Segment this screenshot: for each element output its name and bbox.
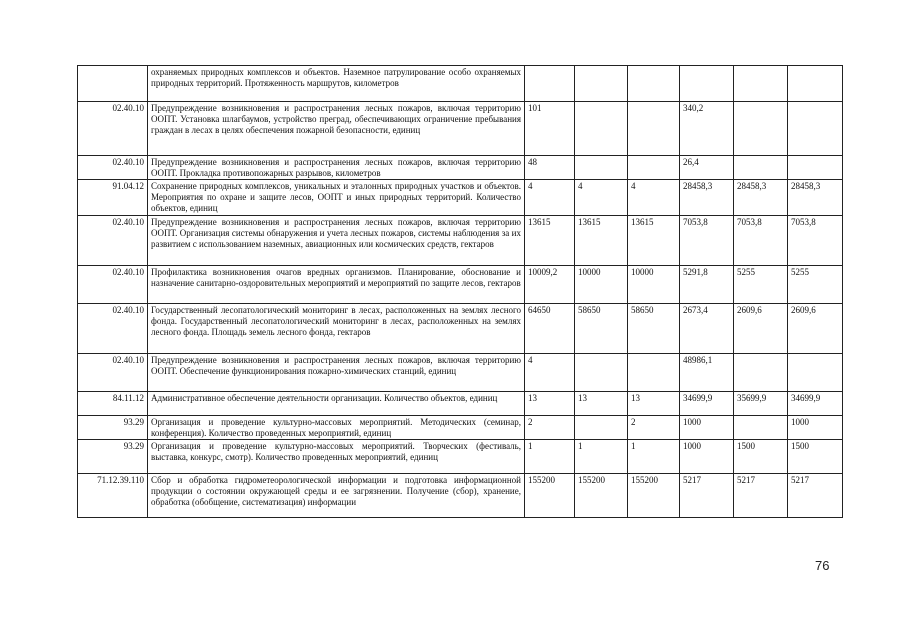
value-col-5 xyxy=(734,102,788,156)
activity-code: 93.29 xyxy=(78,440,148,474)
value-col-2 xyxy=(575,416,628,440)
value-col-1: 10009,2 xyxy=(525,266,575,304)
table-body xyxy=(78,66,843,518)
value-col-1 xyxy=(525,66,575,102)
value-col-6: 2609,6 xyxy=(788,304,843,354)
value-col-3: 1 xyxy=(628,440,680,474)
table-row xyxy=(78,392,843,416)
activity-description: Предупреждение возникновения и распространения лесных пожаров, включая территорию ООПТ. Прокладка противопожарных разрывов, километров xyxy=(148,156,525,180)
activity-code: 84.11.12 xyxy=(78,392,148,416)
value-col-2 xyxy=(575,354,628,392)
value-col-5 xyxy=(734,66,788,102)
activity-code: 02.40.10 xyxy=(78,266,148,304)
value-col-1: 1 xyxy=(525,440,575,474)
value-col-2: 13615 xyxy=(575,216,628,266)
activity-description: Административное обеспечение деятельности организации. Количество объектов, единиц xyxy=(148,392,525,416)
activity-code: 02.40.10 xyxy=(78,354,148,392)
activity-description: Предупреждение возникновения и распространения лесных пожаров, включая территорию ООПТ. Установка шлагбаумов, устройство преград, обеспечивающих ограничение пребывания граждан в лесах в целях обеспечения пожарной безопасности, единиц xyxy=(148,102,525,156)
value-col-1: 4 xyxy=(525,354,575,392)
activity-code: 02.40.10 xyxy=(78,156,148,180)
value-col-4 xyxy=(680,66,734,102)
value-col-2 xyxy=(575,156,628,180)
value-col-6: 5255 xyxy=(788,266,843,304)
value-col-6: 34699,9 xyxy=(788,392,843,416)
table-row xyxy=(78,156,843,180)
value-col-3: 13 xyxy=(628,392,680,416)
table-row xyxy=(78,180,843,216)
value-col-6: 1000 xyxy=(788,416,843,440)
activity-description: Предупреждение возникновения и распространения лесных пожаров, включая территорию ООПТ. Организация системы обнаружения и учета лесных пожаров, системы наблюдения за их развитием с использованием наземных, авиационных или космических средств, гектаров xyxy=(148,216,525,266)
value-col-3 xyxy=(628,354,680,392)
table-row xyxy=(78,416,843,440)
activity-description: Профилактика возникновения очагов вредных организмов. Планирование, обоснование и назначение санитарно-оздоровительных мероприятий и мероприятий по защите лесов, гектаров xyxy=(148,266,525,304)
value-col-1: 13 xyxy=(525,392,575,416)
budget-table xyxy=(77,65,843,518)
value-col-4: 34699,9 xyxy=(680,392,734,416)
value-col-4: 28458,3 xyxy=(680,180,734,216)
value-col-4: 1000 xyxy=(680,416,734,440)
activity-code: 02.40.10 xyxy=(78,102,148,156)
activity-code: 71.12.39.110 xyxy=(78,474,148,518)
value-col-2: 58650 xyxy=(575,304,628,354)
value-col-1: 48 xyxy=(525,156,575,180)
value-col-5: 7053,8 xyxy=(734,216,788,266)
table-row xyxy=(78,474,843,518)
value-col-6: 1500 xyxy=(788,440,843,474)
activity-code xyxy=(78,66,148,102)
value-col-2: 10000 xyxy=(575,266,628,304)
value-col-1: 155200 xyxy=(525,474,575,518)
value-col-5 xyxy=(734,416,788,440)
value-col-6: 5217 xyxy=(788,474,843,518)
value-col-4: 2673,4 xyxy=(680,304,734,354)
table-row xyxy=(78,266,843,304)
activity-code: 91.04.12 xyxy=(78,180,148,216)
table-row xyxy=(78,440,843,474)
value-col-5: 28458,3 xyxy=(734,180,788,216)
table-row xyxy=(78,216,843,266)
page-number: 76 xyxy=(815,558,830,573)
value-col-4: 48986,1 xyxy=(680,354,734,392)
value-col-2: 4 xyxy=(575,180,628,216)
value-col-3: 13615 xyxy=(628,216,680,266)
value-col-3: 10000 xyxy=(628,266,680,304)
value-col-5 xyxy=(734,354,788,392)
activity-description: Сбор и обработка гидрометеорологической информации и подготовка информационной продукции о состоянии окружающей среды и ее загрязнении. Получение (сбор), хранение, обработка (обобщение, систематизация) информации xyxy=(148,474,525,518)
activity-description: Государственный лесопатологический мониторинг в лесах, расположенных на землях лесного фонда. Государственный лесопатологический мониторинг в лесах, расположенных на землях лесного фонда. Площадь земель лесного фонда, гектаров xyxy=(148,304,525,354)
value-col-5 xyxy=(734,156,788,180)
value-col-3: 4 xyxy=(628,180,680,216)
table-row xyxy=(78,66,843,102)
activity-code: 02.40.10 xyxy=(78,304,148,354)
value-col-4: 5291,8 xyxy=(680,266,734,304)
activity-code: 02.40.10 xyxy=(78,216,148,266)
value-col-4: 1000 xyxy=(680,440,734,474)
value-col-3 xyxy=(628,102,680,156)
value-col-4: 340,2 xyxy=(680,102,734,156)
value-col-3 xyxy=(628,66,680,102)
value-col-6: 28458,3 xyxy=(788,180,843,216)
value-col-5: 5255 xyxy=(734,266,788,304)
table-row xyxy=(78,354,843,392)
value-col-2 xyxy=(575,102,628,156)
value-col-3: 155200 xyxy=(628,474,680,518)
value-col-3: 2 xyxy=(628,416,680,440)
value-col-5: 35699,9 xyxy=(734,392,788,416)
value-col-5: 2609,6 xyxy=(734,304,788,354)
value-col-2: 13 xyxy=(575,392,628,416)
value-col-4: 7053,8 xyxy=(680,216,734,266)
value-col-1: 4 xyxy=(525,180,575,216)
value-col-6 xyxy=(788,102,843,156)
activity-code: 93.29 xyxy=(78,416,148,440)
table-row xyxy=(78,304,843,354)
value-col-6 xyxy=(788,156,843,180)
value-col-3: 58650 xyxy=(628,304,680,354)
value-col-1: 13615 xyxy=(525,216,575,266)
value-col-6 xyxy=(788,354,843,392)
value-col-4: 26,4 xyxy=(680,156,734,180)
activity-description: охраняемых природных комплексов и объектов. Наземное патрулирование особо охраняемых природных территорий. Протяженность маршрутов, километров xyxy=(148,66,525,102)
value-col-2: 1 xyxy=(575,440,628,474)
value-col-1: 2 xyxy=(525,416,575,440)
activity-description: Организация и проведение культурно-массовых мероприятий. Методических (семинар, конференция). Количество проведенных мероприятий, единиц xyxy=(148,416,525,440)
value-col-1: 64650 xyxy=(525,304,575,354)
value-col-2 xyxy=(575,66,628,102)
value-col-1: 101 xyxy=(525,102,575,156)
value-col-6 xyxy=(788,66,843,102)
value-col-6: 7053,8 xyxy=(788,216,843,266)
activity-description: Организация и проведение культурно-массовых мероприятий. Творческих (фестиваль, выставка, конкурс, смотр). Количество проведенных мероприятий, единиц xyxy=(148,440,525,474)
activity-description: Сохранение природных комплексов, уникальных и эталонных природных участков и объектов. Мероприятия по охране и защите лесов, ООПТ и иных природных территорий. Количество объектов, единиц xyxy=(148,180,525,216)
activity-description: Предупреждение возникновения и распространения лесных пожаров, включая территорию ООПТ. Обеспечение функционирования пожарно-химических станций, единиц xyxy=(148,354,525,392)
value-col-2: 155200 xyxy=(575,474,628,518)
value-col-5: 1500 xyxy=(734,440,788,474)
value-col-5: 5217 xyxy=(734,474,788,518)
value-col-3 xyxy=(628,156,680,180)
table-row xyxy=(78,102,843,156)
value-col-4: 5217 xyxy=(680,474,734,518)
